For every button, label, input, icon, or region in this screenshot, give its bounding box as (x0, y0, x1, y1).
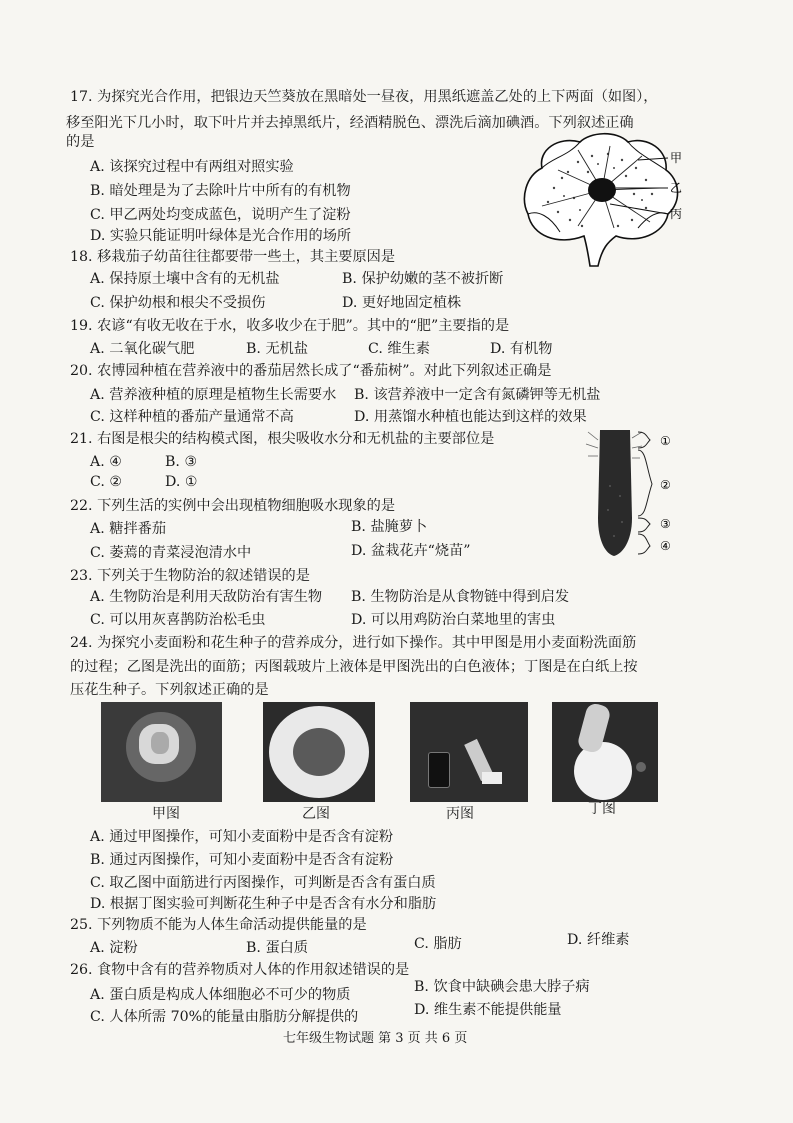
q18-stem: 18. 移栽茄子幼苗往往都要带一些土，其主要原因是 (70, 249, 396, 265)
q18-option-d: D. 更好地固定植株 (342, 295, 462, 311)
q17-option-b: B. 暗处理是为了去除叶片中所有的有机物 (90, 183, 351, 199)
leaf-label-bing: 丙 (670, 207, 683, 221)
q26-option-b: B. 饮食中缺碘会患大脖子病 (414, 979, 590, 995)
caption-ding: 丁图 (588, 801, 616, 817)
q22-option-d: D. 盆栽花卉“烧苗” (351, 543, 471, 559)
q26-stem: 26. 食物中含有的营养物质对人体的作用叙述错误的是 (70, 962, 410, 978)
photo-jia (101, 702, 222, 802)
q20-option-a: A. 营养液种植的原理是植物生长需要水 (90, 387, 337, 403)
q17-option-d: D. 实验只能证明叶绿体是光合作用的场所 (90, 228, 352, 244)
q20-stem: 20. 农博园种植在营养液中的番茄居然长成了“番茄树”。对此下列叙述正确是 (70, 363, 552, 379)
q20-option-c: C. 这样种植的番茄产量通常不高 (90, 409, 294, 425)
q20-option-d: D. 用蒸馏水种植也能达到这样的效果 (354, 409, 587, 425)
q21-option-d: D. ① (165, 474, 198, 490)
q23-option-c: C. 可以用灰喜鹊防治松毛虫 (90, 612, 266, 628)
q19-option-d: D. 有机物 (490, 341, 553, 357)
q19-stem: 19. 农谚“有收无收在于水，收多收少在于肥”。其中的“肥”主要指的是 (70, 318, 510, 334)
q17-stem-line1: 17. 为探究光合作用，把银边天竺葵放在黑暗处一昼夜，用黑纸遮盖乙处的上下两面（如图）， (70, 89, 658, 105)
q25-option-a: A. 淀粉 (90, 940, 138, 956)
q17-option-a: A. 该探究过程中有两组对照实验 (90, 159, 294, 175)
q24-stem-line3: 压花生种子。下列叙述正确的是 (70, 682, 269, 698)
root-label-3: ③ (660, 517, 671, 531)
q21-option-c: C. ② (90, 474, 123, 490)
q24-option-c: C. 取乙图中面筋进行丙图操作，可判断是否含有蛋白质 (90, 875, 436, 891)
leaf-label-yi: 乙 (670, 181, 683, 195)
q24-stem-line2: 的过程；乙图是洗出的面筋；丙图载玻片上液体是甲图洗出的白色液体；丁图是在白纸上按 (70, 659, 638, 675)
q23-option-b: B. 生物防治是从食物链中得到启发 (351, 589, 570, 605)
q24-option-d: D. 根据丁图实验可判断花生种子中是否含有水分和脂肪 (90, 896, 437, 912)
q22-option-c: C. 萎蔫的青菜浸泡清水中 (90, 545, 252, 561)
q25-option-b: B. 蛋白质 (246, 940, 309, 956)
q23-stem: 23. 下列关于生物防治的叙述错误的是 (70, 568, 310, 584)
q22-option-a: A. 糖拌番茄 (90, 521, 167, 537)
photo-bing (410, 702, 528, 802)
q17-option-c: C. 甲乙两处均变成蓝色，说明产生了淀粉 (90, 207, 351, 223)
root-tip-figure (580, 426, 690, 566)
q24-option-b: B. 通过丙图操作，可知小麦面粉中是否含有淀粉 (90, 852, 394, 868)
q24-option-a: A. 通过甲图操作，可知小麦面粉中是否含有淀粉 (90, 829, 394, 845)
q19-option-a: A. 二氧化碳气肥 (90, 341, 195, 357)
q22-option-b: B. 盐腌萝卜 (351, 519, 428, 535)
q21-stem: 21. 右图是根尖的结构模式图，根尖吸收水分和无机盐的主要部位是 (70, 431, 495, 447)
page-footer: 七年级生物试题 第 3 页 共 6 页 (283, 1031, 468, 1046)
q24-stem-line1: 24. 为探究小麦面粉和花生种子的营养成分，进行如下操作。其中甲图是用小麦面粉洗面筋 (70, 635, 637, 651)
caption-bing: 丙图 (446, 806, 474, 822)
q23-option-d: D. 可以用鸡防治白菜地里的害虫 (351, 612, 556, 628)
q26-option-d: D. 维生素不能提供能量 (414, 1002, 562, 1018)
q26-option-c: C. 人体所需 70%的能量由脂肪分解提供的 (90, 1009, 359, 1025)
root-label-1: ① (660, 434, 671, 448)
q26-option-a: A. 蛋白质是构成人体细胞必不可少的物质 (90, 987, 351, 1003)
q18-option-b: B. 保护幼嫩的茎不被折断 (342, 271, 504, 287)
q19-option-b: B. 无机盐 (246, 341, 309, 357)
q25-stem: 25. 下列物质不能为人体生命活动提供能量的是 (70, 917, 367, 933)
leaf-label-jia: 甲 (670, 151, 683, 165)
geranium-leaf-figure (518, 128, 698, 274)
photo-ding (552, 702, 658, 802)
q25-option-d: D. 纤维素 (567, 932, 630, 948)
q20-option-b: B. 该营养液中一定含有氮磷钾等无机盐 (354, 387, 601, 403)
q18-option-a: A. 保持原土壤中含有的无机盐 (90, 271, 280, 287)
caption-jia: 甲图 (152, 806, 180, 822)
root-label-2: ② (660, 478, 671, 492)
q23-option-a: A. 生物防治是利用天敌防治有害生物 (90, 589, 323, 605)
q21-option-b: B. ③ (165, 454, 198, 470)
caption-yi: 乙图 (302, 806, 330, 822)
q25-option-c: C. 脂肪 (414, 936, 462, 952)
q21-option-a: A. ④ (90, 454, 122, 470)
q17-stem-line3: 的是 (66, 134, 95, 150)
q19-option-c: C. 维生素 (368, 341, 430, 357)
photo-yi (263, 702, 375, 802)
root-label-4: ④ (660, 539, 671, 553)
q17-stem-line2: 移至阳光下几小时，取下叶片并去掉黑纸片，经酒精脱色、漂洗后滴加碘酒。下列叙述正确 (66, 115, 634, 131)
q22-stem: 22. 下列生活的实例中会出现植物细胞吸水现象的是 (70, 498, 396, 514)
q18-option-c: C. 保护幼根和根尖不受损伤 (90, 295, 266, 311)
